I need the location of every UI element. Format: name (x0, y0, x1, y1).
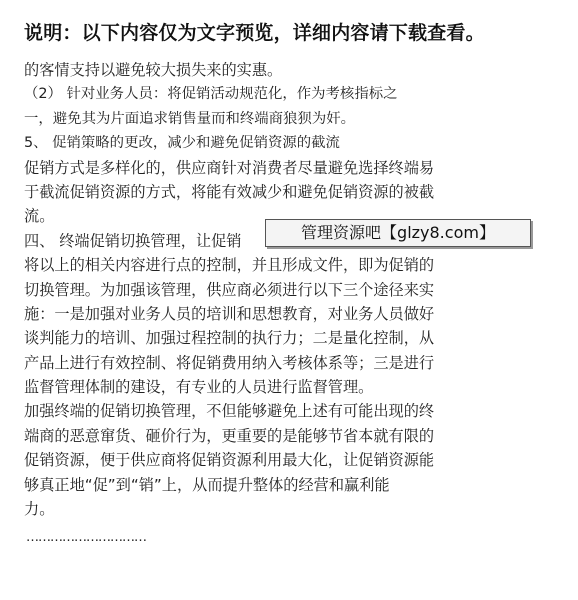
text-line: 流。 (24, 207, 55, 226)
preview-notice: 说明：以下内容仅为文字预览，详细内容请下载查看。 (24, 22, 485, 44)
text-line: 产品上进行有效控制、将促销费用纳入考核体系等；三是进行 (24, 353, 435, 372)
text-line: 促销资源，便于供应商将促销资源利用最大化，让促销资源能 (24, 451, 435, 470)
text-line: 切换管理。为加强该管理，供应商必须进行以下三个途径来实 (24, 280, 435, 299)
text-line: 力。 (24, 500, 55, 519)
text-line: 将以上的相关内容进行点的控制，并且形成文件，即为促销的 (24, 256, 435, 275)
text-line: 的客情支持以避免较大损失来的实惠。 (24, 61, 283, 79)
text-line: 监督管理体制的建设，有专业的人员进行监督管理。 (24, 378, 374, 397)
text-line: 于截流促销资源的方式，将能有效减少和避免促销资源的被截 (24, 182, 435, 201)
text-line: 谈判能力的培训、加强过程控制的执行力；二是量化控制，从 (24, 329, 435, 348)
text-line: 加强终端的促销切换管理，不但能够避免上述有可能出现的终 (24, 402, 435, 421)
document-body (24, 58, 554, 521)
continuation-ellipsis: ………………………… (26, 530, 146, 545)
text-line: 够真正地“促”到“销”上，从而提升整体的经营和赢利能 (24, 475, 390, 494)
watermark-banner: 管理资源吧【glzy8.com】 (265, 219, 531, 247)
text-line: 促销方式是多样化的，供应商针对消费者尽量避免选择终端易 (24, 158, 435, 177)
text-line: 施：一是加强对业务人员的培训和思想教育，对业务人员做好 (24, 304, 435, 323)
text-line: 四、 终端促销切换管理，让促销 (24, 231, 242, 250)
text-line: 端商的恶意窜货、砸价行为，更重要的是能够节省本就有限的 (24, 426, 435, 445)
text-line: 5、 促销策略的更改，减少和避免促销资源的截流 (24, 135, 340, 152)
text-line: （2） 针对业务人员：将促销活动规范化，作为考核指标之 (24, 86, 398, 103)
text-line: 一，避免其为片面追求销售量而和终端商狼狈为奸。 (24, 110, 355, 127)
